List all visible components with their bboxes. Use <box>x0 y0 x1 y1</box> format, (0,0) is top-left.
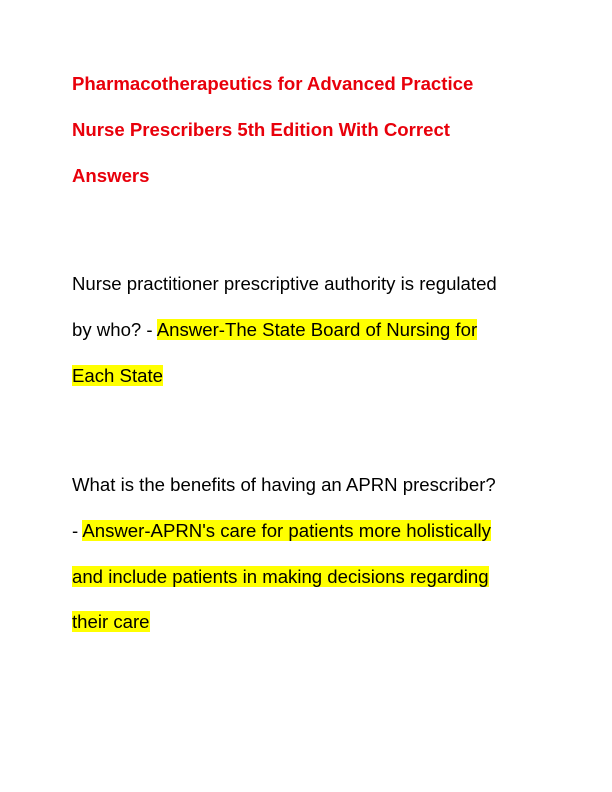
answer-line <box>72 365 163 387</box>
answer-highlight: Each State <box>72 365 163 386</box>
question-text: What is the benefits of having an APRN prescriber? <box>72 474 496 495</box>
answer-line <box>72 566 489 588</box>
question-text: by who? - <box>72 319 157 340</box>
answer-line <box>72 611 150 633</box>
answer-highlight: Answer-APRN's care for patients more holistically <box>82 520 491 541</box>
answer-highlight: their care <box>72 611 150 632</box>
question-answer-line <box>72 319 477 341</box>
question-text: - <box>72 520 83 541</box>
title-line-1: Pharmacotherapeutics for Advanced Practice <box>72 73 474 94</box>
answer-highlight: Answer-The State Board of Nursing for <box>156 319 478 340</box>
answer-highlight: and include patients in making decisions regarding <box>72 566 489 587</box>
title-line-2: Nurse Prescribers 5th Edition With Correct <box>72 119 450 140</box>
question-text: Nurse practitioner prescriptive authority is regulated <box>72 273 497 294</box>
question-answer-line <box>72 520 491 542</box>
title-line-3: Answers <box>72 165 150 186</box>
